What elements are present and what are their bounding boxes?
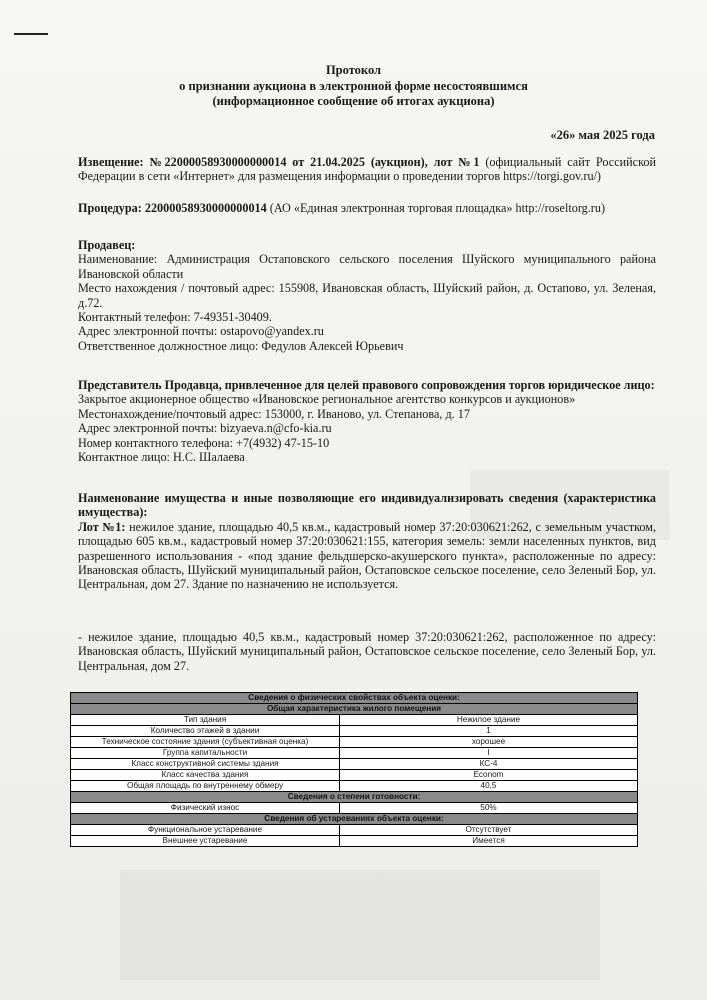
table-cell-parameter: Количество этажей в здании <box>71 726 340 737</box>
representative-phone: Номер контактного телефона: +7(4932) 47-15-10 <box>78 435 330 450</box>
property-characteristics-table <box>70 692 638 847</box>
table-section-row <box>71 704 638 715</box>
table-section-row <box>71 792 638 803</box>
protocol-title: Протокол <box>325 63 382 77</box>
table-section-title: Сведения об устареваниях объекта оценки: <box>71 814 638 825</box>
table-cell-parameter: Функциональное устаревание <box>71 825 340 836</box>
seller-phone: Контактный телефон: 7-49351-30409. <box>78 310 272 325</box>
table-cell-value: хорошее <box>340 737 638 748</box>
procedure-label: Процедура: 22000058930000000014 <box>78 201 267 215</box>
procedure-text: (АО «Единая электронная торговая площадка» http://roseltorg.ru) <box>269 201 606 215</box>
notice-label: Извещение: №22000058930000000014 от 21.04.2025 (аукцион), лот №1 <box>78 155 480 169</box>
table-row <box>71 748 638 759</box>
representative-block <box>78 378 656 464</box>
representative-contact: Контактное лицо: Н.С. Шалаева <box>78 450 245 465</box>
scan-mark <box>14 33 48 35</box>
table-cell-value: 1 <box>340 726 638 737</box>
seller-address: Место нахождения / почтовый адрес: 155908, Ивановская область, Шуйский район, д. Остапово, ул. Зеленая, д.72. <box>78 281 656 310</box>
table-cell-value: Имеется <box>340 836 638 847</box>
table-row <box>71 770 638 781</box>
table-cell-parameter: Физический износ <box>71 803 340 814</box>
notice-block <box>78 155 656 184</box>
table-section-title: Сведения о степени готовности: <box>71 792 638 803</box>
table-cell-value: Econom <box>340 770 638 781</box>
protocol-date: «26» мая 2025 года <box>550 128 655 142</box>
procedure-block <box>78 201 656 215</box>
seller-name: Наименование: Администрация Остаповского сельского поселения Шуйского муниципального района Ивановской области <box>78 252 656 281</box>
table-row <box>71 759 638 770</box>
seller-block <box>78 238 656 353</box>
table-cell-value: Нежилое здание <box>340 715 638 726</box>
seller-email: Адрес электронной почты: ostapovo@yandex.ru <box>78 324 324 339</box>
representative-email: Адрес электронной почты: bizyaeva.n@cfo-kia.ru <box>78 421 332 436</box>
table-row <box>71 726 638 737</box>
bleed-through-shadow <box>120 870 600 980</box>
table-row <box>71 825 638 836</box>
table-cell-parameter: Тип здания <box>71 715 340 726</box>
property-block <box>78 491 656 592</box>
lot-description <box>78 520 656 592</box>
table-cell-value: I <box>340 748 638 759</box>
table-row <box>71 803 638 814</box>
table-cell-value: Отсутствует <box>340 825 638 836</box>
table-section-title: Сведения о физических свойствах объекта оценки: <box>71 693 638 704</box>
table-cell-parameter: Внешнее устаревание <box>71 836 340 847</box>
protocol-subtitle-2: (информационное сообщение об итогах аукциона) <box>212 94 495 108</box>
table-row <box>71 781 638 792</box>
table-cell-value: 50% <box>340 803 638 814</box>
table-section-title: Общая характеристика жилого помещения <box>71 704 638 715</box>
table-row <box>71 836 638 847</box>
protocol-subtitle: о признании аукциона в электронной форме несостоявшимся <box>179 79 528 93</box>
property-heading: Наименование имущества и иные позволяющие его индивидуализировать сведения (характеристика имущества): <box>78 491 656 520</box>
seller-heading: Продавец: <box>78 238 136 252</box>
table-cell-parameter: Группа капитальности <box>71 748 340 759</box>
item-description: - нежилое здание, площадью 40,5 кв.м., кадастровый номер 37:20:030621:262, расположенное по адресу: Ивановская область, Шуйский муниципальный район, Остаповское сельское поселение, село Зеленый Бор, ул. Центральная, дом 27. <box>78 630 656 673</box>
representative-heading: Представитель Продавца, привлеченное для целей правового сопровождения торгов юридическое лицо: <box>78 378 655 392</box>
table-cell-parameter: Техническое состояние здания (субъективная оценка) <box>71 737 340 748</box>
table-row <box>71 715 638 726</box>
table-cell-parameter: Класс конструктивной системы здания <box>71 759 340 770</box>
lot-text: нежилое здание, площадью 40,5 кв.м., кадастровый номер 37:20:030621:262, с земельным участком, площадью 605 кв.м., кадастровый номер 37:20:030621:155, категория земель: земли населенных пунктов, вид разрешенного использования - «под здание фельдшерско-акушерского пункта», расположенные по адресу: Ивановская область, Шуйский муниципальный район, Остаповское сельское поселение, село Зеленый Бор, ул. Центральная, дом 27. Здание по назначению не используется. <box>78 519 657 592</box>
table-cell-value: 40,5 <box>340 781 638 792</box>
lot-label: Лот №1: <box>78 519 126 534</box>
notice-text: (официальный сайт Российской Федерации в сети «Интернет» для размещения информации о проведении торгов https://torgi.gov.ru/) <box>78 155 656 184</box>
seller-official: Ответственное должностное лицо: Федулов Алексей Юрьевич <box>78 338 404 353</box>
representative-name: Закрытое акционерное общество «Ивановское региональное агентство конкурсов и аукционов» <box>78 392 576 407</box>
representative-address: Местонахождение/почтовый адрес: 153000, г. Иваново, ул. Степанова, д. 17 <box>78 406 470 421</box>
table-row <box>71 737 638 748</box>
table-cell-parameter: Общая площадь по внутреннему обмеру <box>71 781 340 792</box>
table-section-row <box>71 693 638 704</box>
table-cell-parameter: Класс качества здания <box>71 770 340 781</box>
table-cell-value: КС-4 <box>340 759 638 770</box>
table-section-row <box>71 814 638 825</box>
